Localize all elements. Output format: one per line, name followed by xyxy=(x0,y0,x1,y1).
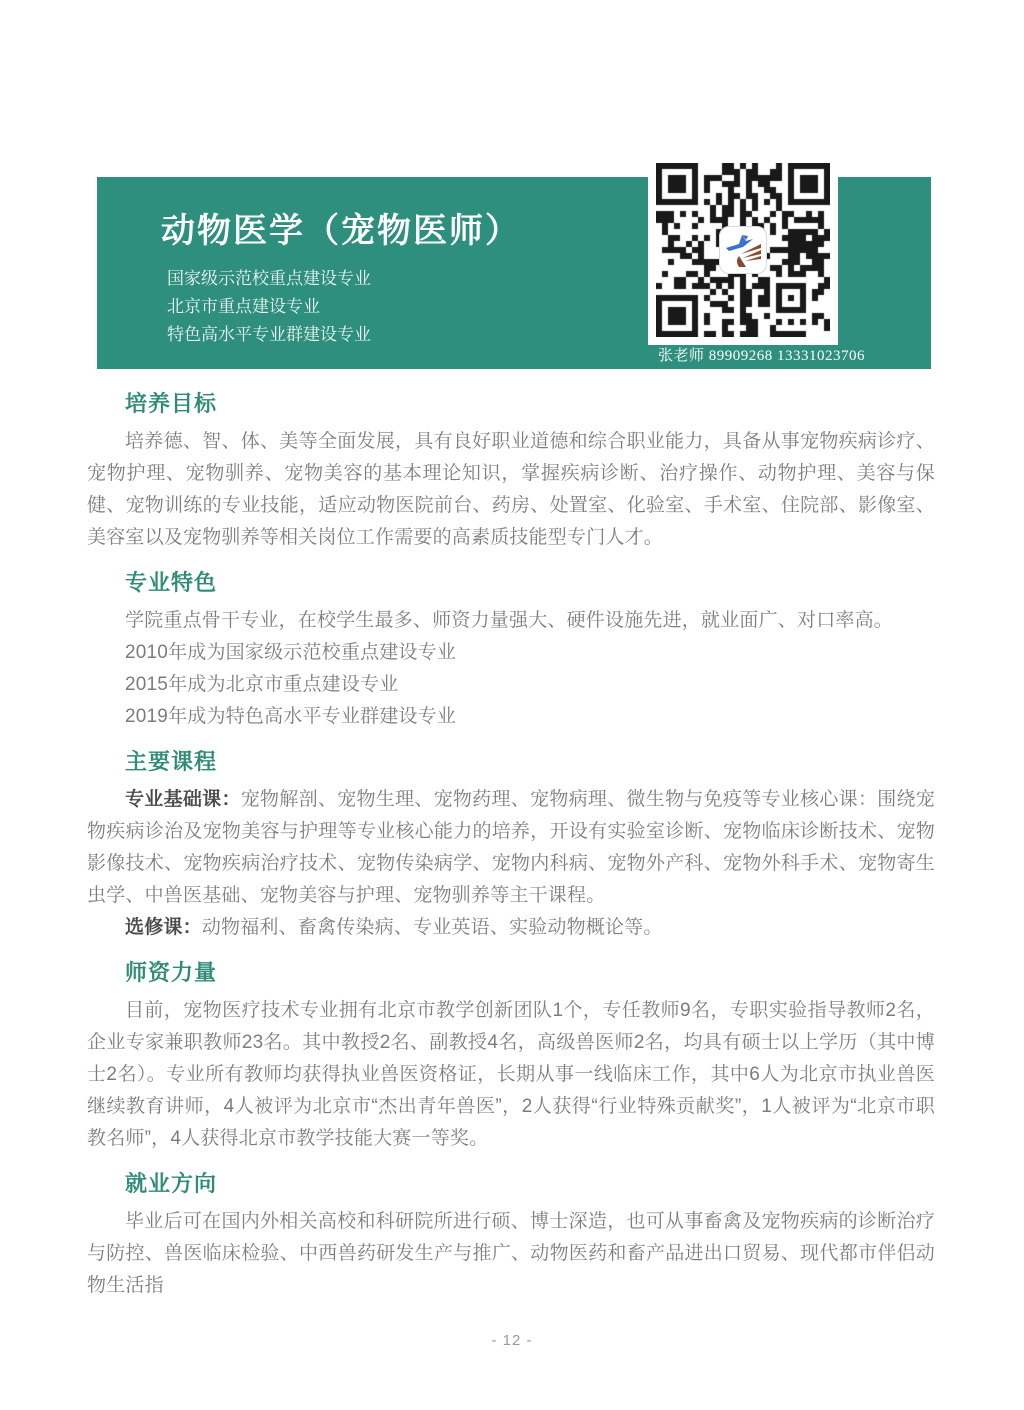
body-paragraph: 目前，宠物医疗技术专业拥有北京市教学创新团队1个，专任教师9名，专职实验指导教师2名，企业专家兼职教师23名。其中教授2名、副教授4名，高级兽医师2名，均具有硕士以上学历（其中博士2名）。专业所有教师均获得执业兽医资格证，长期从事一线临床工作，其中6人为北京市执业兽医继续教育讲师，4人被评为北京市“杰出青年兽医”，2人获得“行业特殊贡献奖”，1人被评为“北京市职教名师”，4人获得北京市教学技能大赛一等奖。 xyxy=(87,1000,935,1149)
body-paragraph: 毕业后可在国内外相关高校和科研院所进行硕、博士深造，也可从事畜禽及宠物疾病的诊断治疗与防控、兽医临床检验、中西兽药研发生产与推广、动物医药和畜产品进出口贸易、现代都市伴侣动物生活指 xyxy=(87,1211,935,1296)
program-subtitles xyxy=(167,265,371,349)
bird-wing-logo-icon xyxy=(720,227,766,273)
section-heading: 就业方向 xyxy=(125,1171,218,1196)
program-title: 动物医学（宠物医师） xyxy=(161,213,521,250)
program-subtitle: 北京市重点建设专业 xyxy=(167,297,320,316)
paragraph-label: 专业基础课： xyxy=(125,789,241,810)
section-heading: 主要课程 xyxy=(125,749,218,774)
program-subtitle: 国家级示范校重点建设专业 xyxy=(167,269,371,288)
body-paragraph: 2019年成为特色高水平专业群建设专业 xyxy=(125,706,457,727)
section-main-courses xyxy=(87,749,935,944)
paragraph-label: 选修课： xyxy=(125,917,202,938)
section-specialty-features xyxy=(87,570,935,733)
section-faculty xyxy=(87,960,935,1155)
body-paragraph: 2015年成为北京市重点建设专业 xyxy=(125,674,399,695)
main-content xyxy=(87,377,935,1302)
section-heading: 师资力量 xyxy=(125,960,218,985)
section-heading: 专业特色 xyxy=(125,570,218,595)
qr-code xyxy=(648,155,838,345)
body-paragraph: 2010年成为国家级示范校重点建设专业 xyxy=(125,642,457,663)
page-number: - 12 - xyxy=(491,1332,533,1349)
section-training-goal xyxy=(87,391,935,554)
paragraph-text: 宠物解剖、宠物生理、宠物药理、宠物病理、微生物与免疫等专业核心课：围绕宠物疾病诊治及宠物美容与护理等专业核心能力的培养，开设有实验室诊断、宠物临床诊断技术、宠物影像技术、宠物疾病治疗技术、宠物传染病学、宠物内科病、宠物外产科、宠物外科手术、宠物寄生虫学、中兽医基础、宠物美容与护理、宠物驯养等主干课程。 xyxy=(87,789,936,906)
contact-line: 张老师 89909268 13331023706 xyxy=(657,348,865,364)
program-subtitle: 特色高水平专业群建设专业 xyxy=(167,325,371,344)
qr-center-logo xyxy=(719,226,767,274)
body-paragraph xyxy=(87,912,935,944)
body-paragraph: 学院重点骨干专业，在校学生最多、师资力量强大、硬件设施先进，就业面广、对口率高。 xyxy=(125,610,894,631)
section-employment xyxy=(87,1171,935,1302)
paragraph-text: 动物福利、畜禽传染病、专业英语、实验动物概论等。 xyxy=(201,917,663,938)
body-paragraph xyxy=(87,784,935,912)
section-heading: 培养目标 xyxy=(125,391,218,416)
body-paragraph: 培养德、智、体、美等全面发展，具有良好职业道德和综合职业能力，具备从事宠物疾病诊疗、宠物护理、宠物驯养、宠物美容的基本理论知识，掌握疾病诊断、治疗操作、动物护理、美容与保健、宠物训练的专业技能，适应动物医院前台、药房、处置室、化验室、手术室、住院部、影像室、美容室以及宠物驯养等相关岗位工作需要的高素质技能型专门人才。 xyxy=(87,431,935,548)
